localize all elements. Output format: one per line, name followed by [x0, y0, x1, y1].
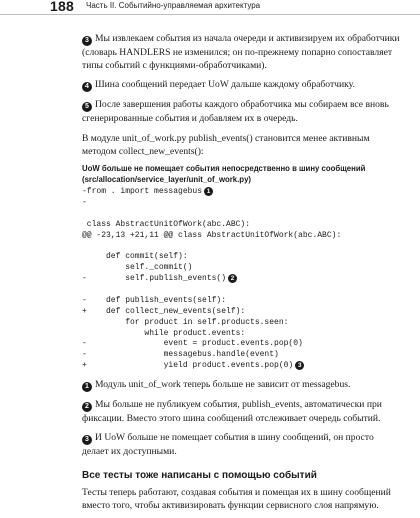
- list-item: [82, 398, 402, 425]
- code-line: while product.events:: [82, 328, 246, 338]
- page-header: [0, 0, 420, 15]
- code-line: for product in self.products.seen:: [82, 317, 289, 327]
- list-item: [82, 98, 402, 125]
- listing-caption: UoW больше не помещает события непосредственно в шину сообщений (src/allocation/service_layer/unit_of_work.py): [82, 164, 366, 184]
- callout-badge: 2: [228, 274, 237, 283]
- code-line: - messagebus.handle(event): [82, 350, 279, 360]
- callout-badge: 3: [82, 36, 92, 46]
- code-listing: [82, 187, 402, 372]
- code-line: @@ -23,13 +21,11 @@ class AbstractUnitOfWork(abc.ABC):: [82, 230, 342, 240]
- page-body: [82, 32, 402, 518]
- list-item-text: И UoW больше не помещает события в шину сообщений, он просто делает их доступными.: [82, 432, 374, 458]
- code-line: [82, 285, 402, 296]
- list-item: [82, 378, 402, 392]
- intro-paragraph: В модуле unit_of_work.py publish_events() становится менее активным методом collect_new_events():: [82, 132, 370, 157]
- list-item-text: Мы больше не публикуем события, publish_events, автоматически при фиксации. Вместо этого шина сообщений отслеживает очередь событий.: [82, 399, 382, 425]
- code-line: - self.publish_events() 2: [82, 274, 402, 285]
- code-line: [82, 209, 402, 220]
- callout-badge: 4: [82, 82, 92, 92]
- list-item-text: Мы извлекаем события из начала очереди и активизируем их обработчики (словарь HANDLERS не изменился; он по-прежнему попарно сопоставляет типы событий с функциями-обработчиками).: [82, 33, 400, 72]
- running-title: Часть II. Событийно-управляемая архитектура: [86, 1, 261, 10]
- code-line: self._commit(): [82, 263, 193, 273]
- closing-paragraph: Тесты теперь работают, создавая события и помещая их в шину сообщений вместо того, чтобы активизировать функции сервисного слоя напрямую.: [82, 486, 391, 511]
- page-number: 188: [50, 0, 74, 14]
- list-item-text: После завершения работы каждого обработчика мы собираем все вновь сгенерированные события и добавляем их в очередь.: [82, 99, 389, 125]
- list-item-text: Модуль unit_of_work теперь больше не зависит от messagebus.: [95, 379, 351, 391]
- code-line: class AbstractUnitOfWork(abc.ABC):: [82, 219, 251, 229]
- callout-badge: 3: [295, 361, 304, 370]
- code-line: - def publish_events(self):: [82, 295, 227, 305]
- list-item: [82, 431, 402, 458]
- code-line: -: [82, 197, 87, 207]
- code-line: - event = product.events.pop(0): [82, 339, 303, 349]
- code-line: def commit(self):: [82, 252, 188, 262]
- list-item: [82, 32, 402, 72]
- code-line: [82, 241, 402, 252]
- list-item-text: Шина сообщений передает UoW дальше каждому обработчику.: [95, 79, 355, 91]
- section-heading: Все тесты тоже написаны с помощью событий: [82, 469, 317, 481]
- callout-badge: 3: [82, 435, 92, 445]
- callout-badge: 5: [82, 102, 92, 112]
- code-line: + def collect_new_events(self):: [82, 306, 246, 316]
- code-line: -from . import messagebus 1: [82, 187, 402, 198]
- callout-badge: 1: [204, 187, 213, 196]
- code-line: + yield product.events.pop(0) 3: [82, 361, 402, 372]
- list-item: [82, 78, 402, 92]
- callout-badge: 2: [82, 402, 92, 412]
- callout-badge: 1: [82, 382, 92, 392]
